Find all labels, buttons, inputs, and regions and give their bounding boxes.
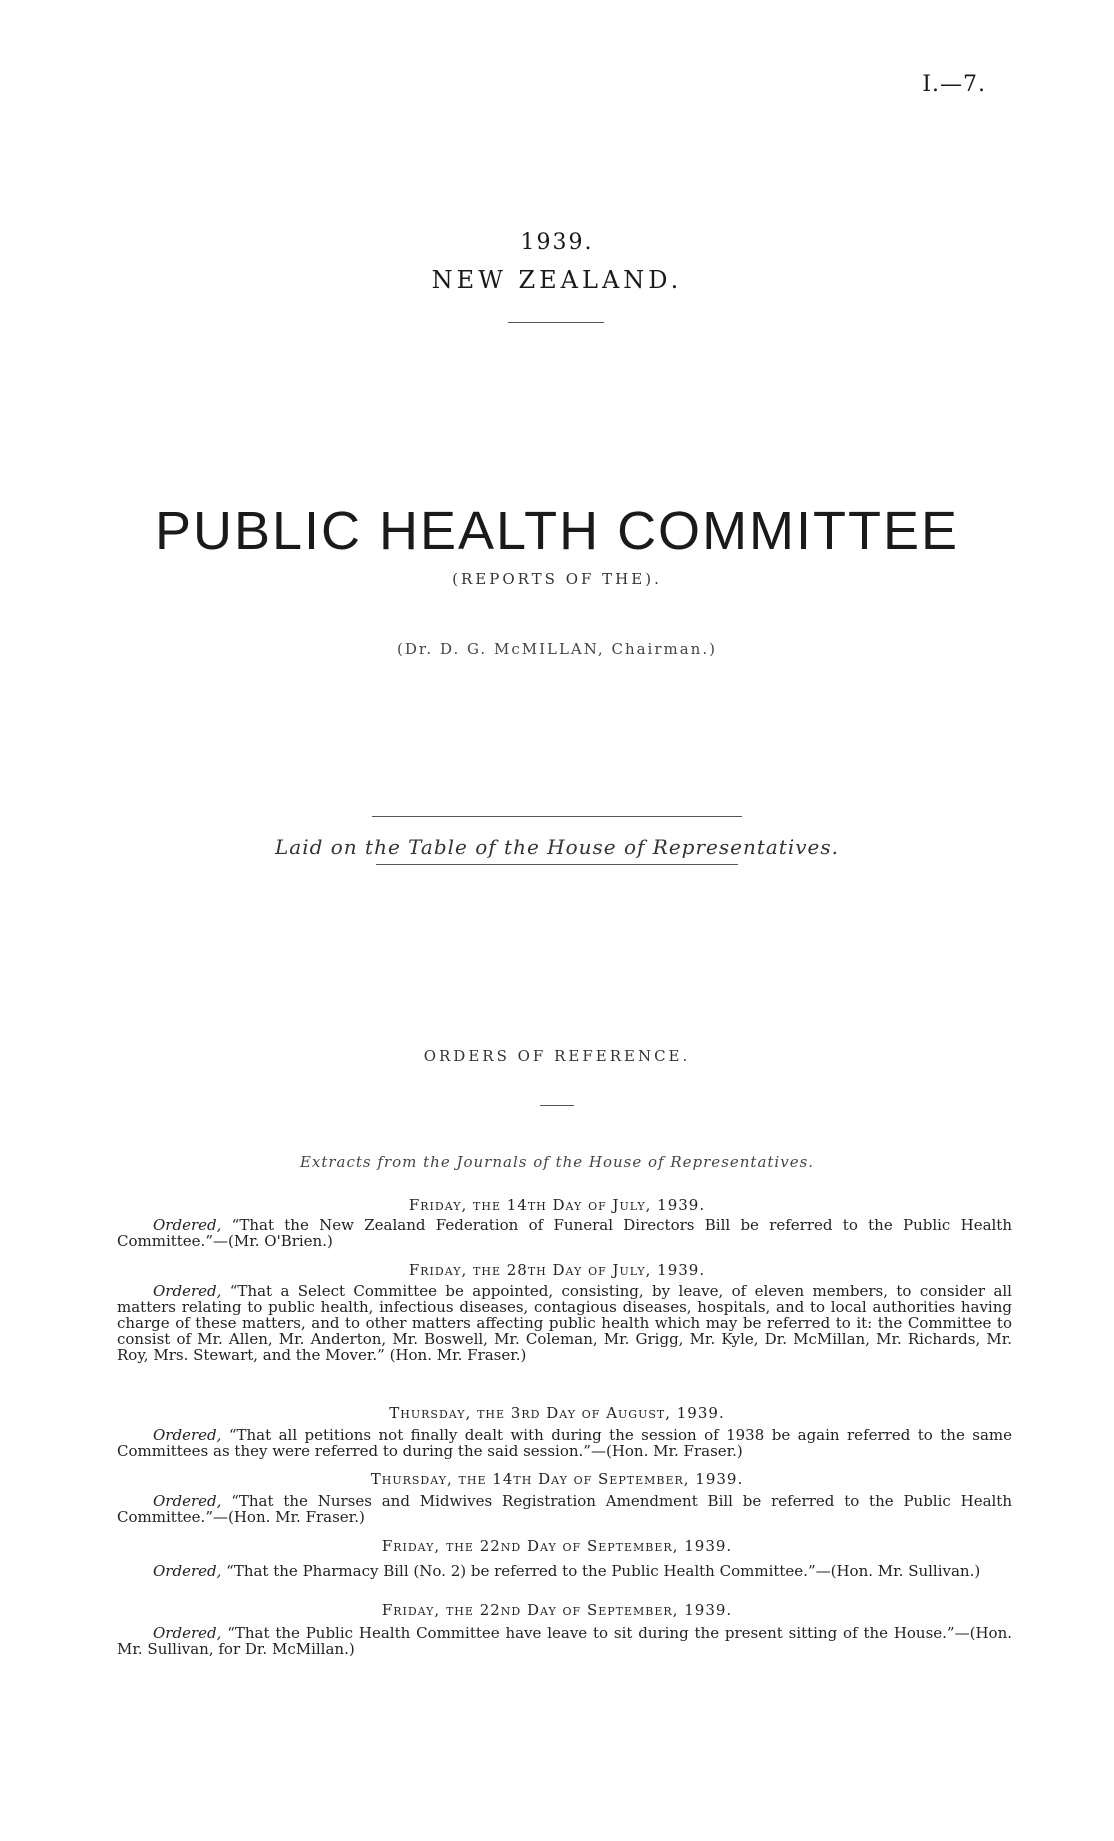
- ordered-label: Ordered,: [153, 1426, 222, 1444]
- ordered-label: Ordered,: [153, 1562, 222, 1580]
- entry-text: [117, 1493, 1012, 1525]
- entry-date: Friday, the 22nd Day of September, 1939.: [381, 1537, 733, 1555]
- document-subtitle: (REPORTS OF THE).: [452, 570, 662, 588]
- entry-body: “That the Public Health Committee have leave to sit during the present sitting of the House.”—(Hon. Mr. Sullivan, for Dr. McMillan.): [117, 1624, 1012, 1658]
- chairman-line: (Dr. D. G. McMILLAN, Chairman.): [397, 640, 717, 658]
- entry-text: [117, 1283, 1012, 1363]
- entry-date: Friday, the 28th Day of July, 1939.: [408, 1261, 706, 1279]
- ordered-label: Ordered,: [153, 1624, 222, 1642]
- entry-date: Friday, the 14th Day of July, 1939.: [408, 1196, 706, 1214]
- ordered-label: Ordered,: [153, 1282, 222, 1300]
- divider: [508, 322, 604, 323]
- entry-body: “That a Select Committee be appointed, consisting, by leave, of eleven members, to consider all matters relating to public health, infectious diseases, contagious diseases, hospitals, and to local authorities having charge of these matters, and to other matters affecting public health which may be referred to it: the Committee to consist of Mr. Allen, Mr. Anderton, Mr. Boswell, Mr. Coleman, Mr. Grigg, Mr. Kyle, Dr. McMillan, Mr. Richards, Mr. Roy, Mrs. Stewart, and the Mover.” (Hon. Mr. Fraser.): [117, 1282, 1012, 1364]
- divider: [540, 1105, 574, 1106]
- entry-body: “That the Nurses and Midwives Registration Amendment Bill be referred to the Public Health Committee.”—(Hon. Mr. Fraser.): [117, 1492, 1012, 1526]
- ordered-label: Ordered,: [153, 1492, 222, 1510]
- entry-date: Thursday, the 14th Day of September, 1939.: [370, 1470, 744, 1488]
- entry-body: “That all petitions not finally dealt with during the session of 1938 be again referred to the same Committees as they were referred to during the said session.”—(Hon. Mr. Fraser.): [117, 1426, 1012, 1460]
- entry-date: Thursday, the 3rd Day of August, 1939.: [389, 1404, 725, 1422]
- divider: [372, 816, 742, 817]
- orders-heading: ORDERS OF REFERENCE.: [423, 1047, 691, 1065]
- entry-text: [117, 1427, 1012, 1459]
- entry-text: [117, 1563, 1012, 1579]
- entry-body: “That the Pharmacy Bill (No. 2) be referred to the Public Health Committee.”—(Hon. Mr. Sullivan.): [226, 1562, 981, 1580]
- page-number: I.—7.: [922, 72, 986, 97]
- divider: [376, 864, 738, 865]
- document-title: PUBLIC HEALTH COMMITTEE: [154, 501, 960, 561]
- laid-on-table: Laid on the Table of the House of Representatives.: [274, 835, 839, 859]
- entry-body: “That the New Zealand Federation of Funeral Directors Bill be referred to the Public Health Committee.”—(Mr. O'Brien.): [117, 1216, 1012, 1250]
- ordered-label: Ordered,: [153, 1216, 222, 1234]
- entry-text: [117, 1625, 1012, 1657]
- country-heading: NEW ZEALAND.: [431, 266, 683, 294]
- document-year: 1939.: [520, 230, 594, 255]
- entry-date: Friday, the 22nd Day of September, 1939.: [381, 1601, 733, 1619]
- entry-text: [117, 1217, 1012, 1249]
- extracts-heading: Extracts from the Journals of the House of Representatives.: [299, 1153, 815, 1171]
